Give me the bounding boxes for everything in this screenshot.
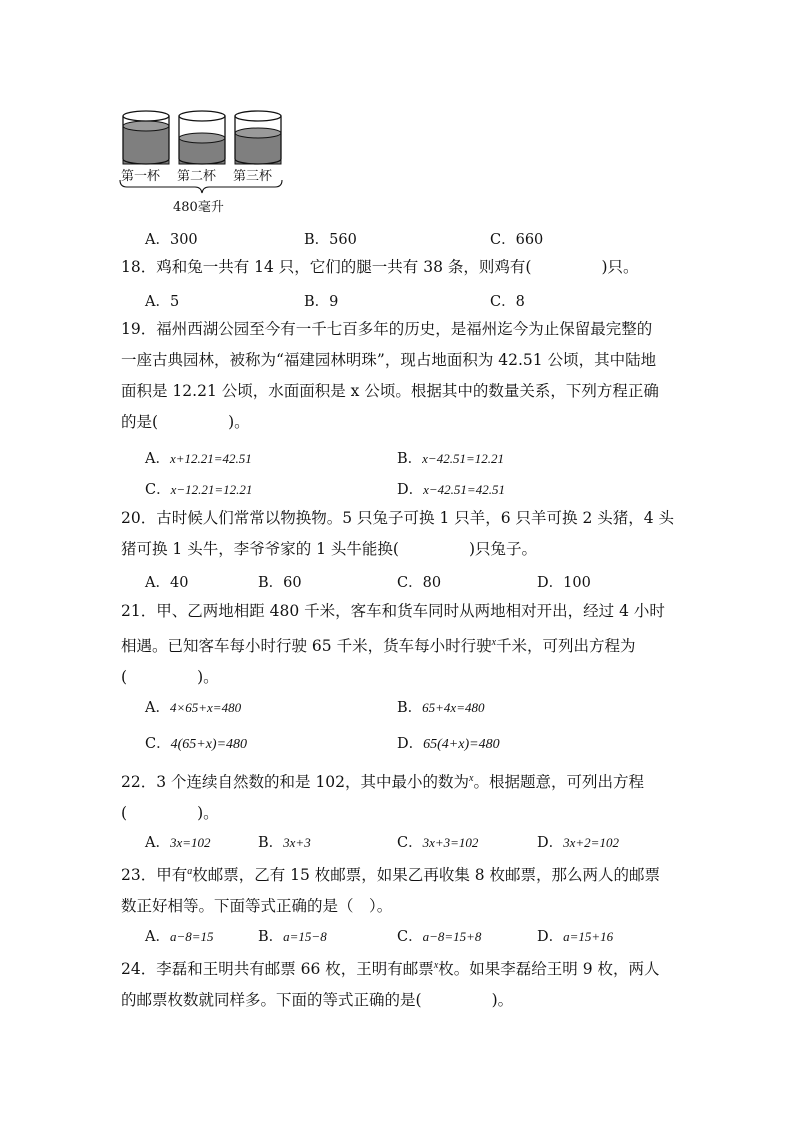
q24-line-2 [121,985,659,1016]
q23-option-c-letter: C． [397,929,423,945]
q22-text-d: )。 [197,804,219,823]
q23-option-c-expr: a−8=15+8 [422,929,482,944]
q23-line-2: 数正好相等。下面等式正确的是（ ）。 [121,897,393,916]
q23-option-a-letter: A． [145,929,170,945]
q23-option-b-expr: a=15−8 [283,929,327,944]
q21-option-c-letter: C． [145,736,171,752]
q21-text-c: ( [121,668,128,687]
q21-line-3 [121,662,665,693]
q23-text-b: 枚邮票，乙有 15 枚邮票，如果乙再收集 8 枚邮票，那么两人的邮票 [192,866,661,885]
q23-option-b[interactable] [258,925,327,946]
q21-line-1: 21．甲、乙两地相距 480 千米，客车和货车同时从两地相对开出，经过 4 小时 [121,602,665,620]
cup-1 [123,111,169,164]
q23-line-1 [121,856,660,891]
q20-line-1: 20．古时候人们常常以物换物。5 只兔子可换 1 只羊，6 只羊可换 2 头猪，4 头 [121,509,675,527]
q22-line-1 [121,763,644,798]
q21-option-c[interactable] [145,732,247,753]
q23-option-d[interactable] [537,925,613,946]
q20-stem [121,503,674,565]
q21-line-2 [121,627,665,662]
q23-option-d-expr: a=15+16 [563,929,614,944]
q20-line-2 [121,534,674,565]
q19-option-b-letter: B． [397,451,423,467]
cup-2 [179,111,225,164]
q23-text-a: 23．甲有 [121,866,188,885]
q22-text-c: ( [121,804,128,823]
q22-text-a: 22．3 个连续自然数的和是 102，其中最小的数为 [121,773,470,792]
q19-option-c-letter: C． [145,482,171,498]
q22-option-b-letter: B． [258,835,284,851]
q19-line-1: 19．福州西湖公园至今有一千七百多年的历史，是福州迄今为止保留最完整的 [121,320,653,338]
q17-option-c[interactable]: C．660 [490,232,544,248]
q22-option-d-expr: 3x+2=102 [563,835,619,850]
q18-option-a[interactable]: A．5 [145,294,180,310]
q22-option-d-letter: D． [537,835,564,851]
q19-option-c-expr: x−12.21=12.21 [170,482,253,497]
cup-3 [235,111,281,164]
q18-text-b: )只。 [601,258,639,276]
q19-line-3: 面积是 12.21 公顷，水面面积是 x 公顷。根据其中的数量关系，下列方程正确 [121,382,659,400]
q21-option-d-expr: 65(4+x)=480 [423,737,500,752]
q24-line-1 [121,950,659,985]
q20-option-d[interactable]: D．100 [537,575,591,591]
q18-option-c[interactable]: C．8 [490,294,525,310]
cup-label-3: 第三杯 [233,169,273,184]
q21-option-b[interactable] [397,696,484,717]
q22-option-c[interactable] [397,831,478,852]
q19-line-4 [121,407,659,438]
cup-label-2: 第二杯 [177,169,217,184]
q23-variable: a [187,866,193,877]
q22-option-c-expr: 3x+3=102 [422,835,479,850]
q21-text-d: )。 [197,668,219,687]
q20-option-c[interactable]: C．80 [397,575,442,591]
total-volume-label: 480毫升 [173,200,224,215]
q17-option-a[interactable]: A．300 [145,232,198,248]
q19-option-c[interactable] [145,478,252,499]
q24-variable: x [433,960,439,971]
q19-option-a-letter: A． [145,451,170,467]
q20-text-b: 猪可换 1 头牛，李爷爷家的 1 头牛能换( [121,540,399,558]
q23-option-a-expr: a−8=15 [169,929,214,944]
q21-stem [121,596,665,693]
q19-option-d[interactable] [397,478,505,499]
q20-text-c: )只兔子。 [468,540,538,558]
q18-option-b[interactable]: B．9 [304,294,339,310]
q19-option-d-letter: D． [397,482,424,498]
q22-option-d[interactable] [537,831,619,852]
q22-option-b[interactable] [258,831,311,852]
q19-option-b[interactable] [397,447,504,468]
q22-option-b-expr: 3x+3 [283,835,311,850]
q19-stem [121,314,659,438]
q21-option-b-letter: B． [397,700,423,716]
q21-option-d-letter: D． [397,736,424,752]
q21-text-a: 相遇。已知客车每小时行驶 65 千米，货车每小时行驶 [121,637,492,656]
q24-stem [121,950,659,1016]
q21-option-d[interactable] [397,732,500,753]
q22-line-2 [121,798,644,829]
q23-option-b-letter: B． [258,929,284,945]
q21-text-b: 千米，可列出方程为 [496,637,636,656]
q23-option-a[interactable] [145,925,214,946]
q19-text-b: )。 [228,413,250,431]
q23-stem [121,856,660,922]
q22-stem [121,763,644,829]
q22-option-a-letter: A． [145,835,170,851]
q22-option-a[interactable] [145,831,211,852]
q19-option-a-expr: x+12.21=42.51 [169,451,252,466]
q23-option-c[interactable] [397,925,481,946]
q24-text-a: 24．李磊和王明共有邮票 66 枚，王明有邮票 [121,960,434,979]
q20-option-b[interactable]: B．60 [258,575,302,591]
q18-stem [121,252,639,283]
q19-line-2: 一座古典园林，被称为“福建园林明珠”，现占地面积为 42.51 公顷，其中陆地 [121,351,657,369]
q22-text-b: 。根据题意，可列出方程 [473,773,644,792]
q21-option-a[interactable] [145,696,241,717]
q18-text-a: 18．鸡和兔一共有 14 只，它们的腿一共有 38 条，则鸡有( [121,258,532,276]
q19-option-b-expr: x−42.51=12.21 [422,451,504,466]
q22-option-a-expr: 3x=102 [169,835,211,850]
cup-label-1: 第一杯 [121,169,161,184]
q19-text-a: 的是( [121,413,159,431]
q24-text-c: 的邮票枚数就同样多。下面的等式正确的是( [121,991,422,1010]
q21-variable: x [491,637,497,648]
q19-option-a[interactable] [145,447,252,468]
q24-text-b: 枚。如果李磊给王明 9 枚，两人 [438,960,660,979]
q21-option-a-letter: A． [145,700,170,716]
q21-option-b-expr: 65+4x=480 [422,700,485,715]
q19-option-d-expr: x−42.51=42.51 [423,482,505,497]
q22-option-c-letter: C． [397,835,423,851]
q17-option-b[interactable]: B．560 [304,232,357,248]
q21-option-c-expr: 4(65+x)=480 [170,737,248,752]
q21-option-a-expr: 4×65+x=480 [169,700,242,715]
q24-text-d: )。 [491,991,514,1010]
q20-option-a[interactable]: A．40 [145,575,189,591]
q22-variable: x [469,773,474,784]
q23-option-d-letter: D． [537,929,564,945]
